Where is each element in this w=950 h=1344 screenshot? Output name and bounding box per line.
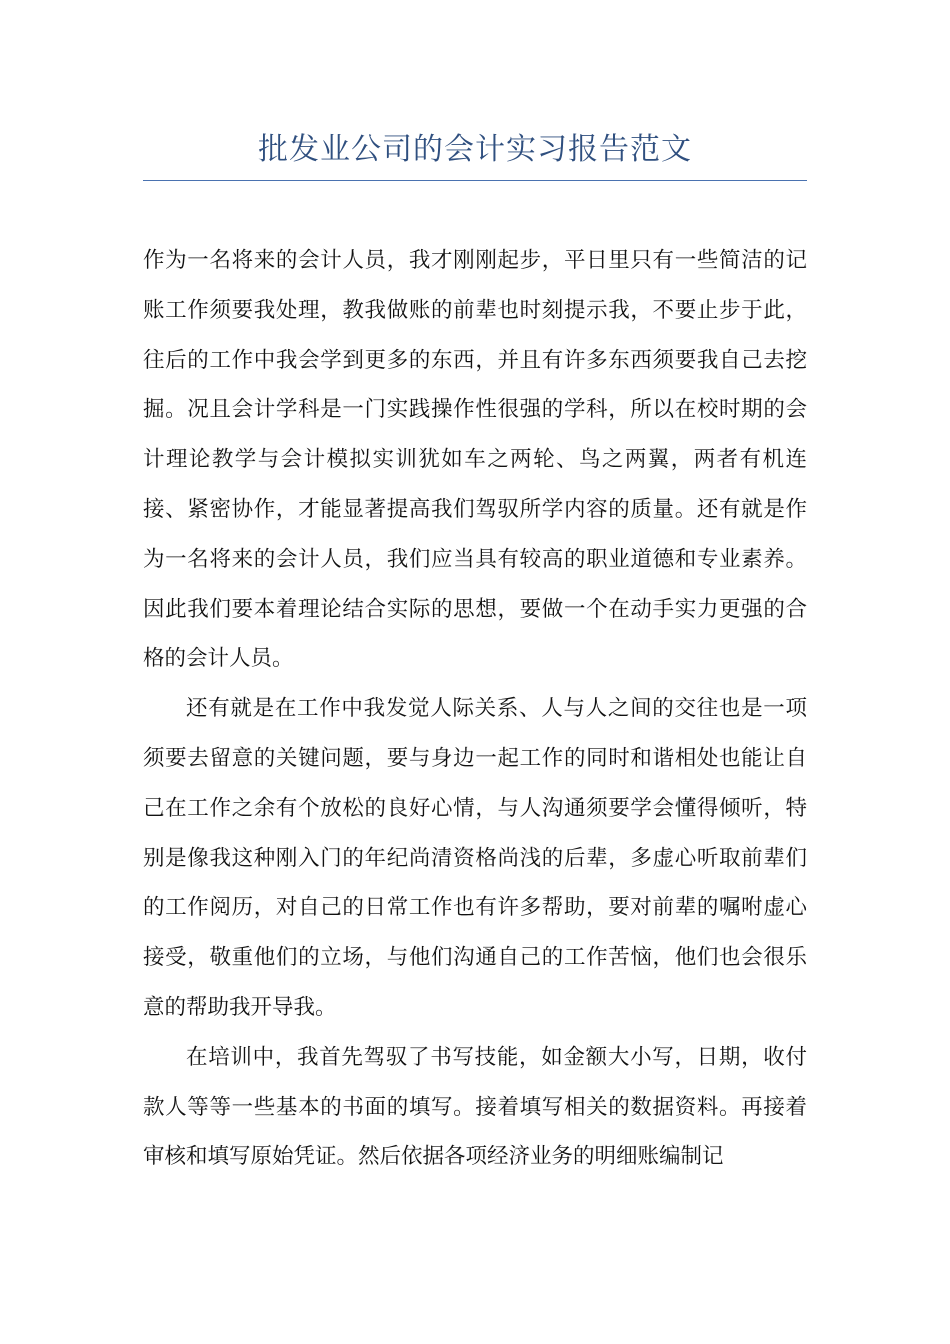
document-body [143,236,807,1182]
paragraph-1: 作为一名将来的会计人员，我才刚刚起步，平日里只有一些简洁的记账工作须要我处理，教我做账的前辈也时刻提示我，不要止步于此，往后的工作中我会学到更多的东西，并且有许多东西须要我自己去挖掘。况且会计学科是一门实践操作性很强的学科，所以在校时期的会计理论教学与会计模拟实训犹如车之两轮、鸟之两翼，两者有机连接、紧密协作，才能显著提高我们驾驭所学内容的质量。还有就是作为一名将来的会计人员，我们应当具有较高的职业道德和专业素养。因此我们要本着理论结合实际的思想，要做一个在动手实力更强的合格的会计人员。 [143,248,807,672]
paragraph-2: 还有就是在工作中我发觉人际关系、人与人之间的交往也是一项须要去留意的关键问题，要与身边一起工作的同时和谐相处也能让自己在工作之余有个放松的良好心情，与人沟通须要学会懂得倾听，特别是像我这种刚入门的年纪尚清资格尚浅的后辈，多虚心听取前辈们的工作阅历，对自己的日常工作也有许多帮助，要对前辈的嘱咐虚心接受，敬重他们的立场，与他们沟通自己的工作苦恼，他们也会很乐意的帮助我开导我。 [143,696,807,1020]
title-underline [143,180,807,181]
document-title: 批发业公司的会计实习报告范文 [258,132,692,167]
paragraph-3: 在培训中，我首先驾驭了书写技能，如金额大小写，日期，收付款人等等一些基本的书面的填写。接着填写相关的数据资料。再接着审核和填写原始凭证。然后依据各项经济业务的明细账编制记 [143,1044,807,1170]
